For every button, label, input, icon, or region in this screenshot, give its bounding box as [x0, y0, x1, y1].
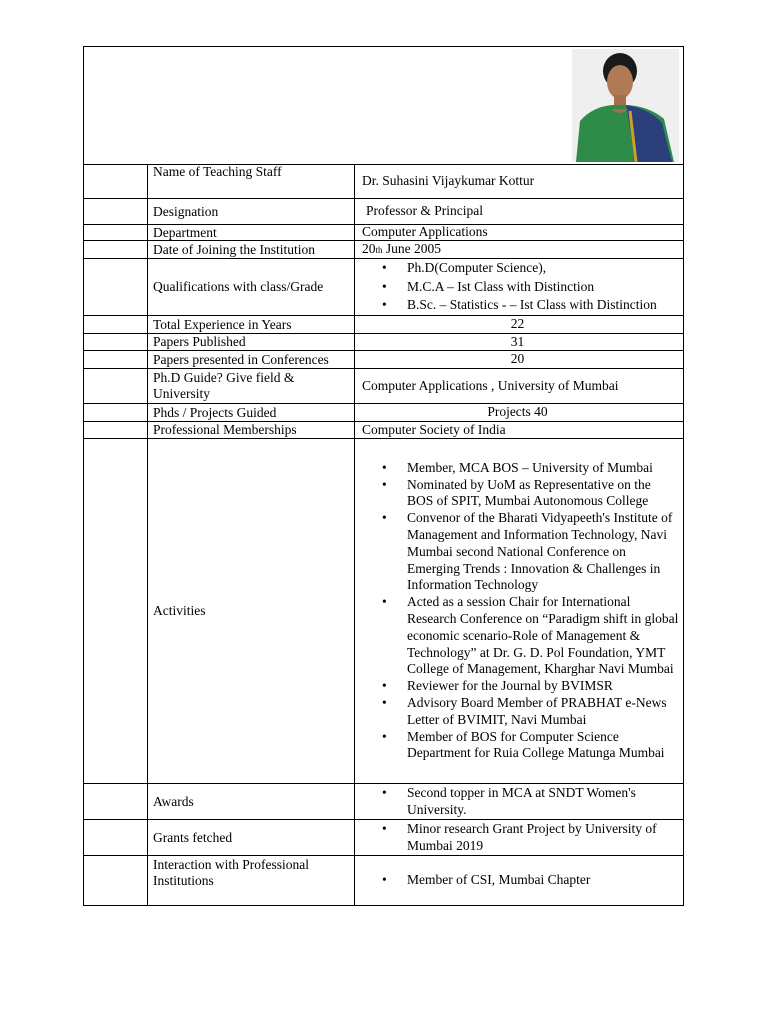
row-qualifications: [84, 259, 683, 316]
list-item: • Reviewer for the Journal by BVIMSR: [362, 678, 679, 695]
row-experience: [84, 316, 683, 334]
value-memberships: Computer Society of India: [362, 421, 506, 437]
value-activities: [356, 439, 683, 783]
value-papers: 31: [510, 333, 525, 349]
row-awards: [84, 784, 683, 820]
qualifications-list: [362, 259, 657, 315]
joining-day: 20: [362, 241, 376, 257]
list-item: • Nominated by UoM as Representative on the BOS of SPIT, Mumbai Autonomous College: [362, 477, 679, 511]
portrait-image: [572, 49, 679, 162]
row-phd-guide: [84, 369, 683, 404]
activities-list: [362, 460, 679, 762]
list-item: • Advisory Board Member of PRABHAT e-News Letter of BVIMIT, Navi Mumbai: [362, 695, 679, 729]
list-item: • Member of BOS for Computer Science Department for Ruia College Matunga Mumbai: [362, 729, 679, 763]
interaction-list: [362, 872, 590, 889]
profile-table: [83, 46, 684, 906]
value-experience: 22: [510, 316, 525, 332]
list-item: • Member, MCA BOS – University of Mumbai: [362, 460, 679, 477]
value-department: Computer Applications: [362, 224, 488, 240]
label-awards: Awards: [148, 784, 355, 819]
row-department: [84, 225, 683, 241]
joining-rest: June 2005: [382, 241, 442, 257]
list-item: • M.C.A – Ist Class with Distinction: [362, 278, 657, 297]
row-conferences: [84, 351, 683, 369]
row-papers: [84, 334, 683, 351]
label-memberships: Professional Memberships: [148, 422, 355, 438]
list-item: • Ph.D(Computer Science),: [362, 259, 657, 278]
row-activities: [84, 439, 683, 784]
label-papers: Papers Published: [148, 334, 355, 350]
value-phd-guide: Computer Applications , University of Mumbai: [362, 377, 619, 393]
row-designation: [84, 199, 683, 225]
value-interaction: [356, 856, 683, 905]
label-designation: Designation: [148, 199, 355, 224]
value-joining: 20 th June 2005: [362, 241, 442, 257]
value-designation: Professor & Principal: [366, 203, 483, 219]
row-name: [84, 164, 683, 199]
value-name: Dr. Suhasini Vijaykumar Kottur: [362, 172, 535, 188]
label-projects: Phds / Projects Guided: [148, 404, 355, 421]
staff-photo: [572, 49, 679, 162]
label-interaction: Interaction with Professional Institutions: [148, 856, 355, 905]
value-projects: Projects 40: [487, 404, 548, 420]
list-item: • Minor research Grant Project by University of Mumbai 2019: [362, 821, 679, 855]
list-item: • Second topper in MCA at SNDT Women's University.: [362, 785, 679, 819]
label-activities: Activities: [148, 439, 355, 783]
list-item: • Acted as a session Chair for International Research Conference on “Paradigm shift in global economic scenario-Role of Management & Technology” at Dr. G. D. Pol Foundation, YMT College of Management, Kharghar Navi Mumbai: [362, 594, 679, 678]
value-conferences: 20: [510, 351, 525, 367]
label-department: Department: [148, 225, 355, 240]
row-memberships: [84, 422, 683, 439]
label-name: Name of Teaching Staff: [148, 164, 355, 198]
row-projects: [84, 404, 683, 422]
row-grants: [84, 820, 683, 856]
photo-row: [84, 47, 683, 165]
label-conferences: Papers presented in Conferences: [148, 351, 355, 368]
label-experience: Total Experience in Years: [148, 316, 355, 333]
row-interaction: [84, 856, 683, 905]
grants-list: [362, 821, 679, 855]
label-grants: Grants fetched: [148, 820, 355, 855]
value-awards: [356, 784, 683, 819]
label-joining: Date of Joining the Institution: [148, 241, 355, 258]
list-item: • Member of CSI, Mumbai Chapter: [362, 872, 590, 889]
label-phd-guide: Ph.D Guide? Give field & University: [148, 369, 355, 403]
list-item: • Convenor of the Bharati Vidyapeeth's Institute of Management and Information Technology, Navi Mumbai second National Conference on Emerging Trends : Innovation & Challenges in Information Technology: [362, 510, 679, 594]
awards-list: [362, 785, 679, 819]
label-qualifications: Qualifications with class/Grade: [148, 259, 355, 315]
value-grants: [356, 820, 683, 855]
row-joining: [84, 241, 683, 259]
value-qualifications: [356, 259, 683, 315]
list-item: • B.Sc. – Statistics - – Ist Class with Distinction: [362, 296, 657, 315]
